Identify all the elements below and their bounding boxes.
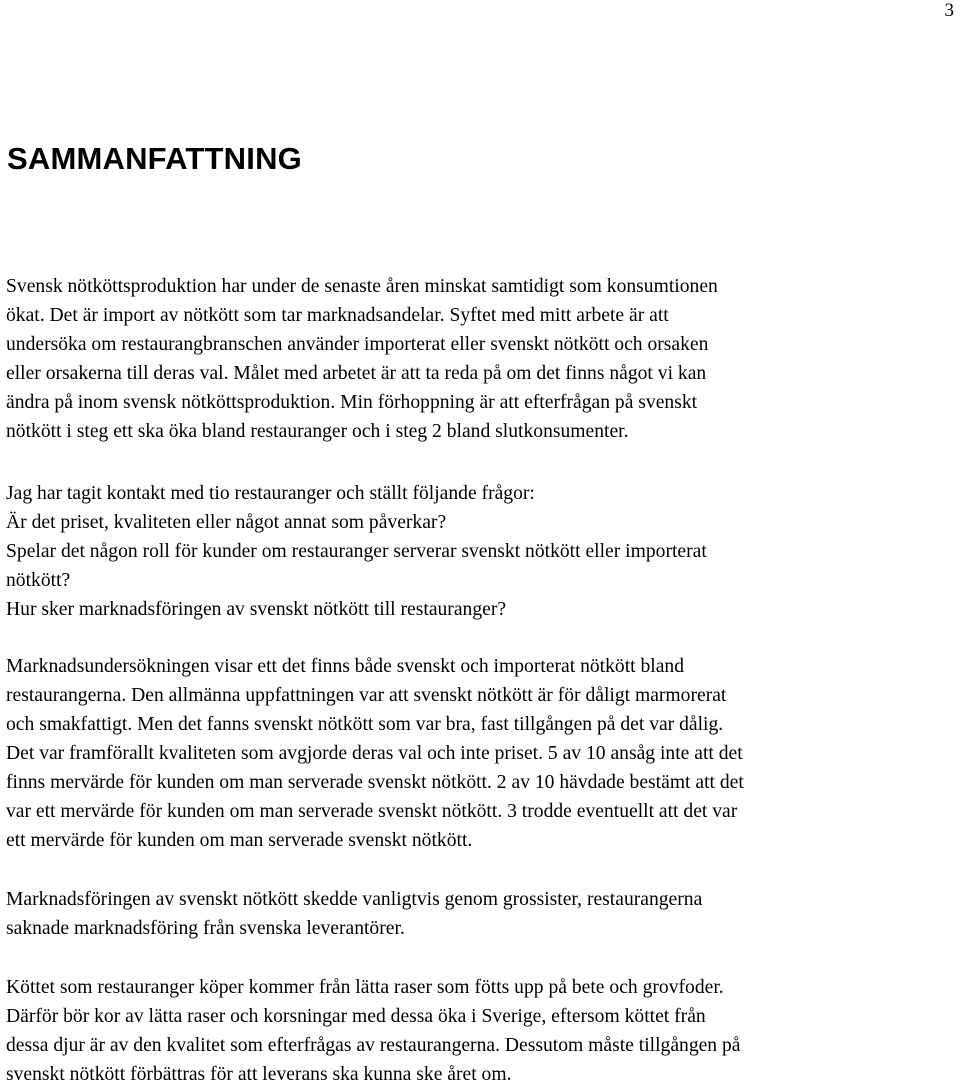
paragraph — [6, 885, 958, 943]
question-line: Är det priset, kvaliteten eller något annat som påverkar? — [6, 512, 447, 533]
text-line: undersöka om restaurangbranschen använder importerat eller svenskt nötkött och orsaken — [6, 334, 709, 355]
question-line: nötkött? — [6, 570, 71, 591]
text-line: Svensk nötköttsproduktion har under de senaste åren minskat samtidigt som konsumtionen — [6, 276, 718, 297]
paragraph-results — [6, 652, 958, 855]
text-line: Det var framförallt kvaliteten som avgjorde deras val och inte priset. 5 av 10 ansåg inte att det — [6, 743, 743, 764]
text-line: svenskt nötkött förbättras för att leverans ska kunna ske året om. — [6, 1064, 512, 1085]
paragraph-marketing — [6, 885, 958, 943]
text-line: Jag har tagit kontakt med tio restauranger och ställt följande frågor: — [6, 483, 535, 504]
text-line: restaurangerna. Den allmänna uppfattningen var att svenskt nötkött är för dåligt marmorerat — [6, 685, 727, 706]
paragraph-intro — [6, 272, 958, 446]
text-line: Köttet som restauranger köper kommer från lätta raser som fötts upp på bete och grovfoder. — [6, 977, 724, 998]
text-line: Därför bör kor av lätta raser och korsningar med dessa öka i Sverige, eftersom köttet från — [6, 1006, 706, 1027]
text-line: ändra på inom svensk nötköttsproduktion. Min förhoppning är att efterfrågan på svenskt — [6, 392, 698, 413]
text-line: ett mervärde för kunden om man serverade svenskt nötkött. — [6, 830, 473, 851]
page-title: SAMMANFATTNING — [7, 141, 302, 176]
text-line: Marknadsföringen av svenskt nötkött skedde vanligtvis genom grossister, restaurangerna — [6, 889, 703, 910]
paragraph — [6, 479, 958, 624]
text-line: dessa djur är av den kvalitet som efterfrågas av restaurangerna. Dessutom måste tillgången på — [6, 1035, 741, 1056]
text-line: var ett mervärde för kunden om man serverade svenskt nötkött. 3 trodde eventuellt att det var — [6, 801, 738, 822]
text-line: och smakfattigt. Men det fanns svenskt nötkött som var bra, fast tillgången på det var dålig. — [6, 714, 724, 735]
paragraph-conclusion — [6, 973, 958, 1089]
text-line: eller orsakerna till deras val. Målet med arbetet är att ta reda på om det finns något vi kan — [6, 363, 707, 384]
paragraph — [6, 652, 958, 855]
paragraph — [6, 272, 958, 446]
paragraph-questions — [6, 479, 958, 624]
text-line: saknade marknadsföring från svenska leverantörer. — [6, 918, 405, 939]
page-number: 3 — [944, 0, 954, 21]
text-line: finns mervärde för kunden om man serverade svenskt nötkött. 2 av 10 hävdade bestämt att det — [6, 772, 744, 793]
text-line: ökat. Det är import av nötkött som tar marknadsandelar. Syftet med mitt arbete är att — [6, 305, 669, 326]
text-line: Marknadsundersökningen visar ett det finns både svenskt och importerat nötkött bland — [6, 656, 685, 677]
text-line: nötkött i steg ett ska öka bland restauranger och i steg 2 bland slutkonsumenter. — [6, 421, 629, 442]
question-line: Spelar det någon roll för kunder om restauranger serverar svenskt nötkött eller importerat — [6, 541, 707, 562]
paragraph — [6, 973, 958, 1089]
question-line: Hur sker marknadsföringen av svenskt nötkött till restauranger? — [6, 599, 507, 620]
